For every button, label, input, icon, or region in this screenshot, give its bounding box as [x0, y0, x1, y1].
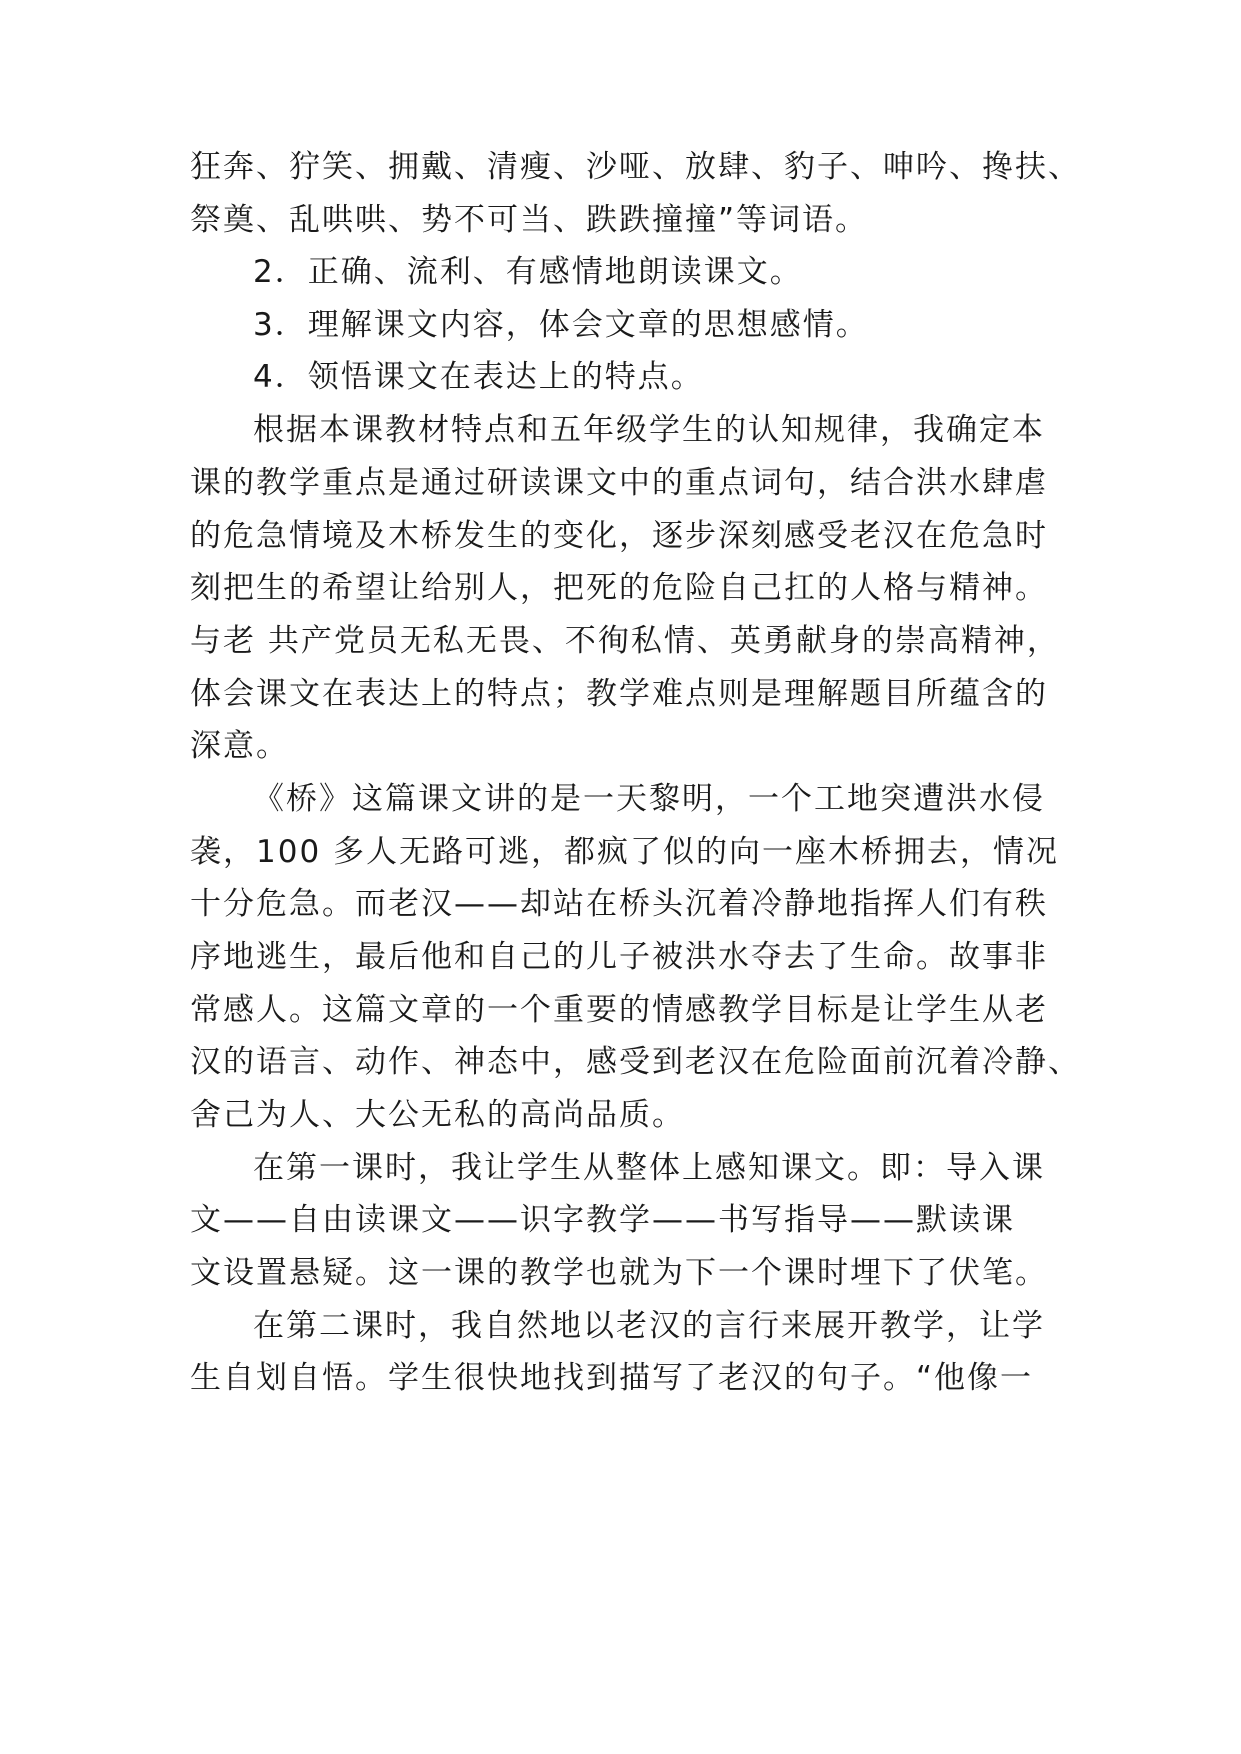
- paragraph-line: 在第一课时，我让学生从整体上感知课文。即：导入课: [253, 1150, 1045, 1186]
- paragraph-line: 在第二课时，我自然地以老汉的言行来展开教学，让学: [253, 1308, 1045, 1344]
- paragraph-line: 课的教学重点是通过研读课文中的重点词句，结合洪水肆虐: [190, 465, 1048, 501]
- list-item: 4．领悟课文在表达上的特点。: [253, 359, 704, 395]
- paragraph-line: 十分危急。而老汉——却站在桥头沉着冷静地指挥人们有秩: [190, 886, 1048, 922]
- paragraph-line: 与老 共产党员无私无畏、不徇私情、英勇献身的崇高精神，: [190, 623, 1060, 659]
- paragraph-line: 刻把生的希望让给别人，把死的危险自己扛的人格与精神。: [190, 570, 1048, 606]
- paragraph-line: 体会课文在表达上的特点；教学难点则是理解题目所蕴含的: [190, 676, 1048, 712]
- list-item: 2．正确、流利、有感情地朗读课文。: [253, 254, 803, 290]
- paragraph-line: 常感人。这篇文章的一个重要的情感教学目标是让学生从老: [190, 992, 1048, 1028]
- list-item: 3．理解课文内容，体会文章的思想感情。: [253, 307, 869, 343]
- paragraph-line: 文设置悬疑。这一课的教学也就为下一个课时埋下了伏笔。: [190, 1255, 1048, 1291]
- paragraph-line: 舍己为人、大公无私的高尚品质。: [190, 1097, 685, 1133]
- paragraph-line: 袭，100 多人无路可逃，都疯了似的向一座木桥拥去，情况: [190, 834, 1060, 870]
- paragraph-line: 根据本课教材特点和五年级学生的认知规律，我确定本: [253, 412, 1045, 448]
- text-line: 祭奠、乱哄哄、势不可当、跌跌撞撞”等词语。: [190, 202, 869, 238]
- paragraph-line: 汉的语言、动作、神态中，感受到老汉在危险面前沉着冷静、: [190, 1044, 1081, 1080]
- paragraph-line: 深意。: [190, 728, 289, 764]
- paragraph-line: 文——自由读课文——识字教学——书写指导——默读课: [190, 1202, 1015, 1238]
- paragraph-line: 的危急情境及木桥发生的变化，逐步深刻感受老汉在危急时: [190, 518, 1048, 554]
- text-line: 狂奔、狞笑、拥戴、清瘦、沙哑、放肆、豹子、呻吟、搀扶、: [190, 149, 1081, 185]
- paragraph-line: 序地逃生，最后他和自己的儿子被洪水夺去了生命。故事非: [190, 939, 1048, 975]
- paragraph-line: 生自划自悟。学生很快地找到描写了老汉的句子。“他像一: [190, 1360, 1034, 1396]
- paragraph-line: 《桥》这篇课文讲的是一天黎明，一个工地突遭洪水侵: [253, 781, 1045, 817]
